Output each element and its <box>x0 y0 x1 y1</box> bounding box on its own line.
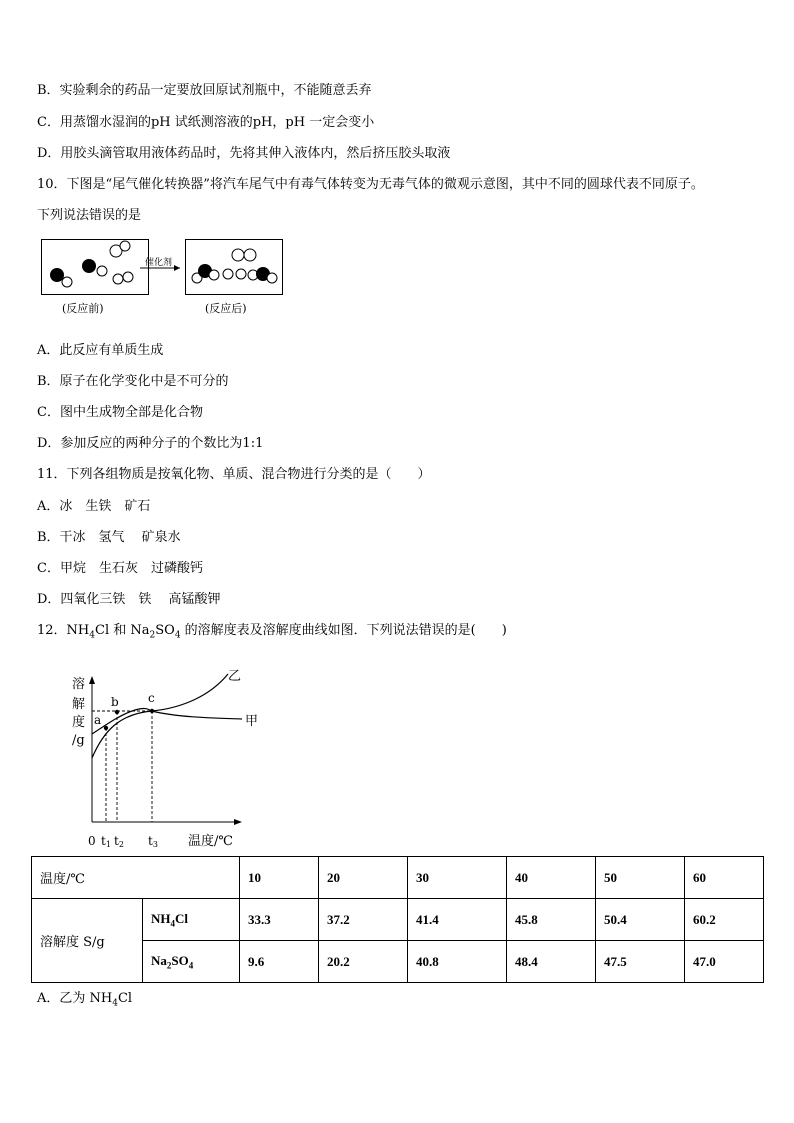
reaction-arrow-icon <box>140 264 185 272</box>
table-cell: 47.0 <box>685 941 764 983</box>
table-cell: 10 <box>240 857 319 899</box>
option-d-q11: D．四氧化三铁 铁 高锰酸钾 <box>37 592 221 607</box>
catalyst-label: 催化剂 <box>145 258 173 268</box>
option-c-q11: C．甲烷 生石灰 过磷酸钙 <box>37 561 203 576</box>
t1-label: t1 <box>101 834 111 849</box>
t3-label: t3 <box>148 834 158 849</box>
white-atom <box>244 249 256 261</box>
curve-yi-label: 乙 <box>228 669 242 684</box>
y-axis-arrow-icon <box>89 676 95 684</box>
solubility-table <box>31 856 764 983</box>
table-cell: 41.4 <box>408 899 507 941</box>
table-cell: 50.4 <box>596 899 685 941</box>
after-caption: (反应后) <box>205 302 247 315</box>
option-a-q10: A．此反应有单质生成 <box>37 343 164 358</box>
point-b <box>115 710 119 714</box>
question-12-stem: 12．$NH_4Cl$ 和 $Na_2SO_4$ 的溶解度表及溶解度曲线如图．下列说法错误的是( ) <box>37 623 507 641</box>
table-row <box>32 899 764 941</box>
table-cell: 45.8 <box>507 899 596 941</box>
molecules-before <box>42 240 148 294</box>
white-atom <box>97 266 107 276</box>
white-atom <box>232 249 244 261</box>
table-cell: 9.6 <box>240 941 319 983</box>
table-cell: 60.2 <box>685 899 764 941</box>
solubility-curve-diagram <box>60 662 280 852</box>
x-axis-arrow-icon <box>234 819 242 825</box>
curve-jia-label: 甲 <box>245 714 259 729</box>
white-atom <box>267 273 277 283</box>
y-label-3: 度 <box>72 715 86 730</box>
question-10-stem: 10．下图是“尾气催化转换器”将汽车尾气中有毒气体转变为无毒气体的微观示意图，其中不同的圆球代表不同原子。 <box>37 177 704 192</box>
table-cell: 40 <box>507 857 596 899</box>
option-d-q10: D．参加反应的两种分子的个数比为1:1 <box>37 436 264 451</box>
y-label-2: 解 <box>72 697 86 712</box>
solubility-header: 溶解度 S/g <box>32 899 143 983</box>
table-cell: 60 <box>685 857 764 899</box>
nh4cl-label: $NH_4Cl$ <box>143 899 240 941</box>
na2so4-label: $Na_2SO_4$ <box>143 941 240 983</box>
reaction-before-box <box>41 239 149 295</box>
black-atom <box>50 268 64 282</box>
table-cell: 20 <box>319 857 408 899</box>
table-cell: 33.3 <box>240 899 319 941</box>
y-label-1: 溶 <box>72 677 86 692</box>
white-atom <box>223 269 233 279</box>
table-cell: 40.8 <box>408 941 507 983</box>
label-c: c <box>148 691 155 705</box>
option-d-q9: D．用胶头滴管取用液体药品时，先将其伸入液体内，然后挤压胶头取液 <box>37 146 451 161</box>
y-label-4: /g <box>72 733 85 748</box>
white-atom <box>62 277 72 287</box>
white-atom <box>236 269 246 279</box>
label-a: a <box>94 713 102 727</box>
option-c-q10: C．图中生成物全部是化合物 <box>37 405 203 420</box>
option-a-q11: A．冰 生铁 矿石 <box>37 499 151 514</box>
white-atom <box>209 270 219 280</box>
white-atom <box>120 241 130 251</box>
table-cell: 50 <box>596 857 685 899</box>
white-atom <box>113 274 123 284</box>
t2-label: t2 <box>114 834 124 849</box>
curve-jia <box>92 708 242 734</box>
question-11-stem: 11．下列各组物质是按氧化物、单质、混合物进行分类的是（ ） <box>37 467 431 482</box>
point-c <box>150 709 154 713</box>
option-b-q11: B．干冰 氢气 矿泉水 <box>37 530 181 545</box>
option-a-q12: A．乙为 $NH_4Cl$ <box>37 991 133 1009</box>
table-cell: 47.5 <box>596 941 685 983</box>
point-a <box>104 726 108 730</box>
origin-label: 0 <box>88 834 96 848</box>
molecules-after <box>186 240 282 294</box>
before-caption: (反应前) <box>62 302 104 315</box>
white-atom <box>123 272 133 282</box>
option-b-q10: B．原子在化学变化中是不可分的 <box>37 374 229 389</box>
temp-header: 温度/℃ <box>32 857 240 899</box>
option-b-q9: B．实验剩余的药品一定要放回原试剂瓶中，不能随意丢弃 <box>37 83 372 98</box>
x-axis-label: 温度/℃ <box>188 834 233 849</box>
reaction-after-box <box>185 239 283 295</box>
table-cell: 37.2 <box>319 899 408 941</box>
table-cell: 20.2 <box>319 941 408 983</box>
label-b: b <box>111 695 119 709</box>
table-cell: 48.4 <box>507 941 596 983</box>
option-c-q9: C．用蒸馏水湿润的pH 试纸测溶液的pH，pH 一定会变小 <box>37 115 375 130</box>
table-cell: 30 <box>408 857 507 899</box>
black-atom <box>82 259 96 273</box>
table-row <box>32 857 764 899</box>
question-10-prompt: 下列说法错误的是 <box>37 208 142 223</box>
curve-yi <box>92 674 228 758</box>
